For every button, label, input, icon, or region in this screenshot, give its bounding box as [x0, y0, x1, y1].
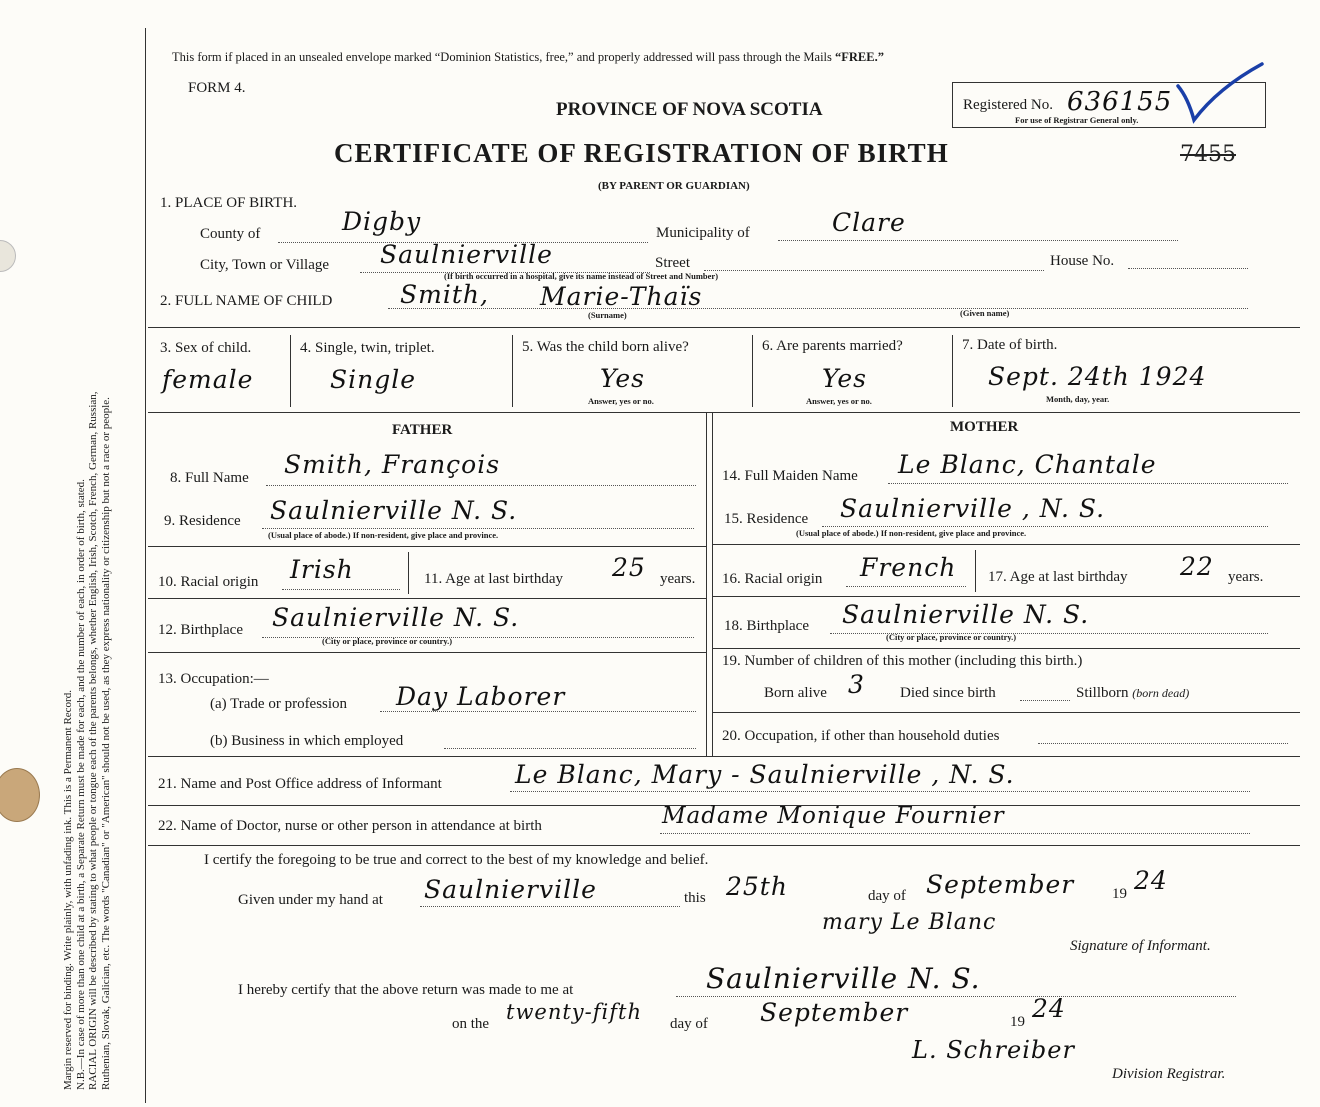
division-registrar-label: Division Registrar.: [1112, 1066, 1226, 1082]
date-of-birth-value: Sept. 24th 1924: [988, 362, 1207, 391]
plurality-value: Single: [330, 365, 417, 394]
registrar-place-value: Saulnierville N. S.: [706, 962, 981, 995]
checkmark-icon: [1170, 58, 1270, 128]
stillborn-note: (born dead): [1132, 686, 1190, 700]
street-label: Street: [655, 255, 690, 271]
day-of-label: day of: [868, 888, 906, 904]
child-given-value: Marie-Thaïs: [540, 282, 703, 311]
mother-age-value: 22: [1180, 552, 1214, 581]
father-birthplace-value: Saulnierville N. S.: [272, 603, 520, 632]
registrar-year-value: 24: [1032, 994, 1066, 1023]
county-value: Digby: [342, 207, 422, 236]
informant-signature: mary Le Blanc: [822, 910, 997, 935]
binding-margin-rule: [145, 28, 146, 1103]
born-alive-count-label: Born alive: [764, 685, 827, 701]
on-the-label: on the: [452, 1016, 490, 1032]
stillborn-label: [1076, 685, 1189, 702]
this-label: this: [684, 890, 706, 906]
father-racial-label: 10. Racial origin: [158, 574, 259, 590]
died-since-birth-label: Died since birth: [900, 685, 996, 701]
doctor-value: Madame Monique Fournier: [662, 803, 1005, 829]
form-number: FORM 4.: [188, 80, 246, 96]
mother-birthplace-value: Saulnierville N. S.: [842, 600, 1090, 629]
struck-number: 7455: [1180, 142, 1236, 167]
mother-age-unit: years.: [1228, 569, 1264, 585]
margin-instructions: [62, 30, 112, 1090]
registered-number: 636155: [1067, 87, 1173, 117]
province-heading: PROVINCE OF NOVA SCOTIA: [556, 99, 823, 120]
father-residence-label: 9. Residence: [164, 513, 241, 529]
surname-caption: (Surname): [588, 310, 627, 320]
registrar-use-note: For use of Registrar General only.: [1015, 115, 1139, 125]
mother-residence-label: 15. Residence: [724, 511, 809, 527]
born-alive-count-value: 3: [848, 670, 865, 699]
city-label: City, Town or Village: [200, 257, 330, 273]
sex-value: female: [162, 365, 254, 394]
stillborn-text: Stillborn: [1076, 685, 1129, 701]
margin-line-3: RACIAL ORIGIN will be described by stating to what people or tongue each of the parents belongs, whether English, Irish, Scotch, French, German, Russian,: [87, 391, 99, 1090]
mother-name-label: 14. Full Maiden Name: [722, 468, 858, 484]
born-alive-value: Yes: [600, 364, 645, 393]
given-place-value: Saulnierville: [424, 875, 597, 904]
registered-label: Registered No.: [963, 97, 1053, 113]
mother-residence-caption: (Usual place of abode.) If non-resident, give place and province.: [796, 528, 1027, 538]
given-caption: (Given name): [960, 308, 1010, 318]
mother-age-label: 17. Age at last birthday: [988, 569, 1128, 585]
parents-married-value: Yes: [822, 364, 867, 393]
given-under-label: Given under my hand at: [238, 892, 383, 908]
mother-birthplace-caption: (City or place, province or country.): [886, 632, 1017, 642]
trade-label: (a) Trade or profession: [210, 696, 348, 712]
mail-notice-text: This form if placed in an unsealed envelope marked “Dominion Statistics, free,” and properly addressed will pass through the Mails: [172, 50, 836, 64]
binding-hole-top: [0, 240, 16, 272]
given-month-value: September: [926, 870, 1075, 899]
date-of-birth-label: 7. Date of birth.: [962, 337, 1058, 353]
doctor-label: 22. Name of Doctor, nurse or other person in attendance at birth: [158, 818, 542, 834]
sex-label: 3. Sex of child.: [160, 340, 252, 356]
registrar-signature: L. Schreiber: [912, 1036, 1075, 1064]
father-racial-value: Irish: [290, 555, 354, 584]
municipality-label: Municipality of: [656, 225, 750, 241]
city-value: Saulnierville: [380, 240, 553, 269]
date-of-birth-caption: Month, day, year.: [1046, 394, 1110, 404]
born-alive-caption: Answer, yes or no.: [588, 396, 654, 406]
county-label: County of: [200, 226, 261, 242]
binding-hole-middle: [0, 768, 40, 822]
registrar-day-of-label: day of: [670, 1016, 708, 1032]
hospital-note: (If birth occurred in a hospital, give its name instead of Street and Number): [444, 271, 719, 281]
business-label: (b) Business in which employed: [210, 733, 404, 749]
mother-heading: MOTHER: [950, 419, 1019, 435]
mother-birthplace-label: 18. Birthplace: [724, 618, 809, 634]
house-label: House No.: [1050, 253, 1115, 269]
informant-label: 21. Name and Post Office address of Informant: [158, 776, 442, 792]
mail-notice-free: “FREE.”: [835, 50, 884, 64]
registrar-year-prefix: 19: [1010, 1014, 1025, 1030]
father-name-value: Smith, François: [284, 450, 501, 479]
father-name-label: 8. Full Name: [170, 470, 249, 486]
registrar-month-value: September: [760, 998, 909, 1027]
father-age-value: 25: [612, 553, 646, 582]
mother-occupation-label: 20. Occupation, if other than household duties: [722, 728, 1000, 744]
father-occupation-label: 13. Occupation:—: [158, 671, 269, 687]
given-year-value: 24: [1134, 866, 1168, 895]
mother-racial-label: 16. Racial origin: [722, 571, 823, 587]
mother-residence-value: Saulnierville , N. S.: [840, 494, 1106, 523]
certificate-title: CERTIFICATE OF REGISTRATION OF BIRTH: [334, 138, 949, 168]
child-surname-value: Smith,: [400, 280, 489, 309]
parents-married-label: 6. Are parents married?: [762, 338, 903, 354]
mail-notice: [172, 50, 884, 65]
margin-line-4: Ruthenian, Slovak, Galician, etc. The words "Canadian" or "American" should not be used, as they express nationality or citizenship but not a race or people.: [99, 397, 112, 1090]
certificate-subtitle: (BY PARENT OR GUARDIAN): [598, 180, 750, 192]
father-heading: FATHER: [392, 422, 453, 438]
municipality-value: Clare: [832, 208, 906, 237]
certification-statement: I certify the foregoing to be true and correct to the best of my knowledge and belief.: [204, 852, 709, 868]
father-residence-caption: (Usual place of abode.) If non-resident, give place and province.: [268, 530, 499, 540]
given-year-prefix: 19: [1112, 886, 1127, 902]
father-birthplace-caption: (City or place, province or country.): [322, 636, 453, 646]
trade-value: Day Laborer: [396, 682, 566, 711]
registrar-statement: I hereby certify that the above return was made to me at: [238, 982, 574, 998]
father-age-label: 11. Age at last birthday: [424, 571, 563, 587]
margin-line-1: Margin reserved for binding. Write plainly, with unfading ink. This is a Permanent Record.: [62, 690, 74, 1090]
signature-of-informant-label: Signature of Informant.: [1070, 938, 1211, 954]
parents-married-caption: Answer, yes or no.: [806, 396, 872, 406]
mother-racial-value: French: [860, 553, 957, 582]
child-name-label: 2. FULL NAME OF CHILD: [160, 293, 333, 309]
father-age-unit: years.: [660, 571, 696, 587]
given-day-value: 25th: [726, 872, 788, 901]
margin-line-2: N.B.—In case of more than one child at a birth, a Separate Return must be made for each, and the number of each, in order of birth, stated.: [74, 479, 87, 1090]
plurality-label: 4. Single, twin, triplet.: [300, 340, 435, 356]
place-of-birth-label: 1. PLACE OF BIRTH.: [160, 195, 298, 211]
father-birthplace-label: 12. Birthplace: [158, 622, 243, 638]
born-alive-label: 5. Was the child born alive?: [522, 339, 689, 355]
mother-name-value: Le Blanc, Chantale: [898, 450, 1157, 479]
children-count-label: 19. Number of children of this mother (including this birth.): [722, 653, 1083, 669]
father-residence-value: Saulnierville N. S.: [270, 496, 518, 525]
registrar-day-value: twenty-fifth: [506, 1000, 642, 1024]
informant-value: Le Blanc, Mary - Saulnierville , N. S.: [515, 760, 1015, 789]
